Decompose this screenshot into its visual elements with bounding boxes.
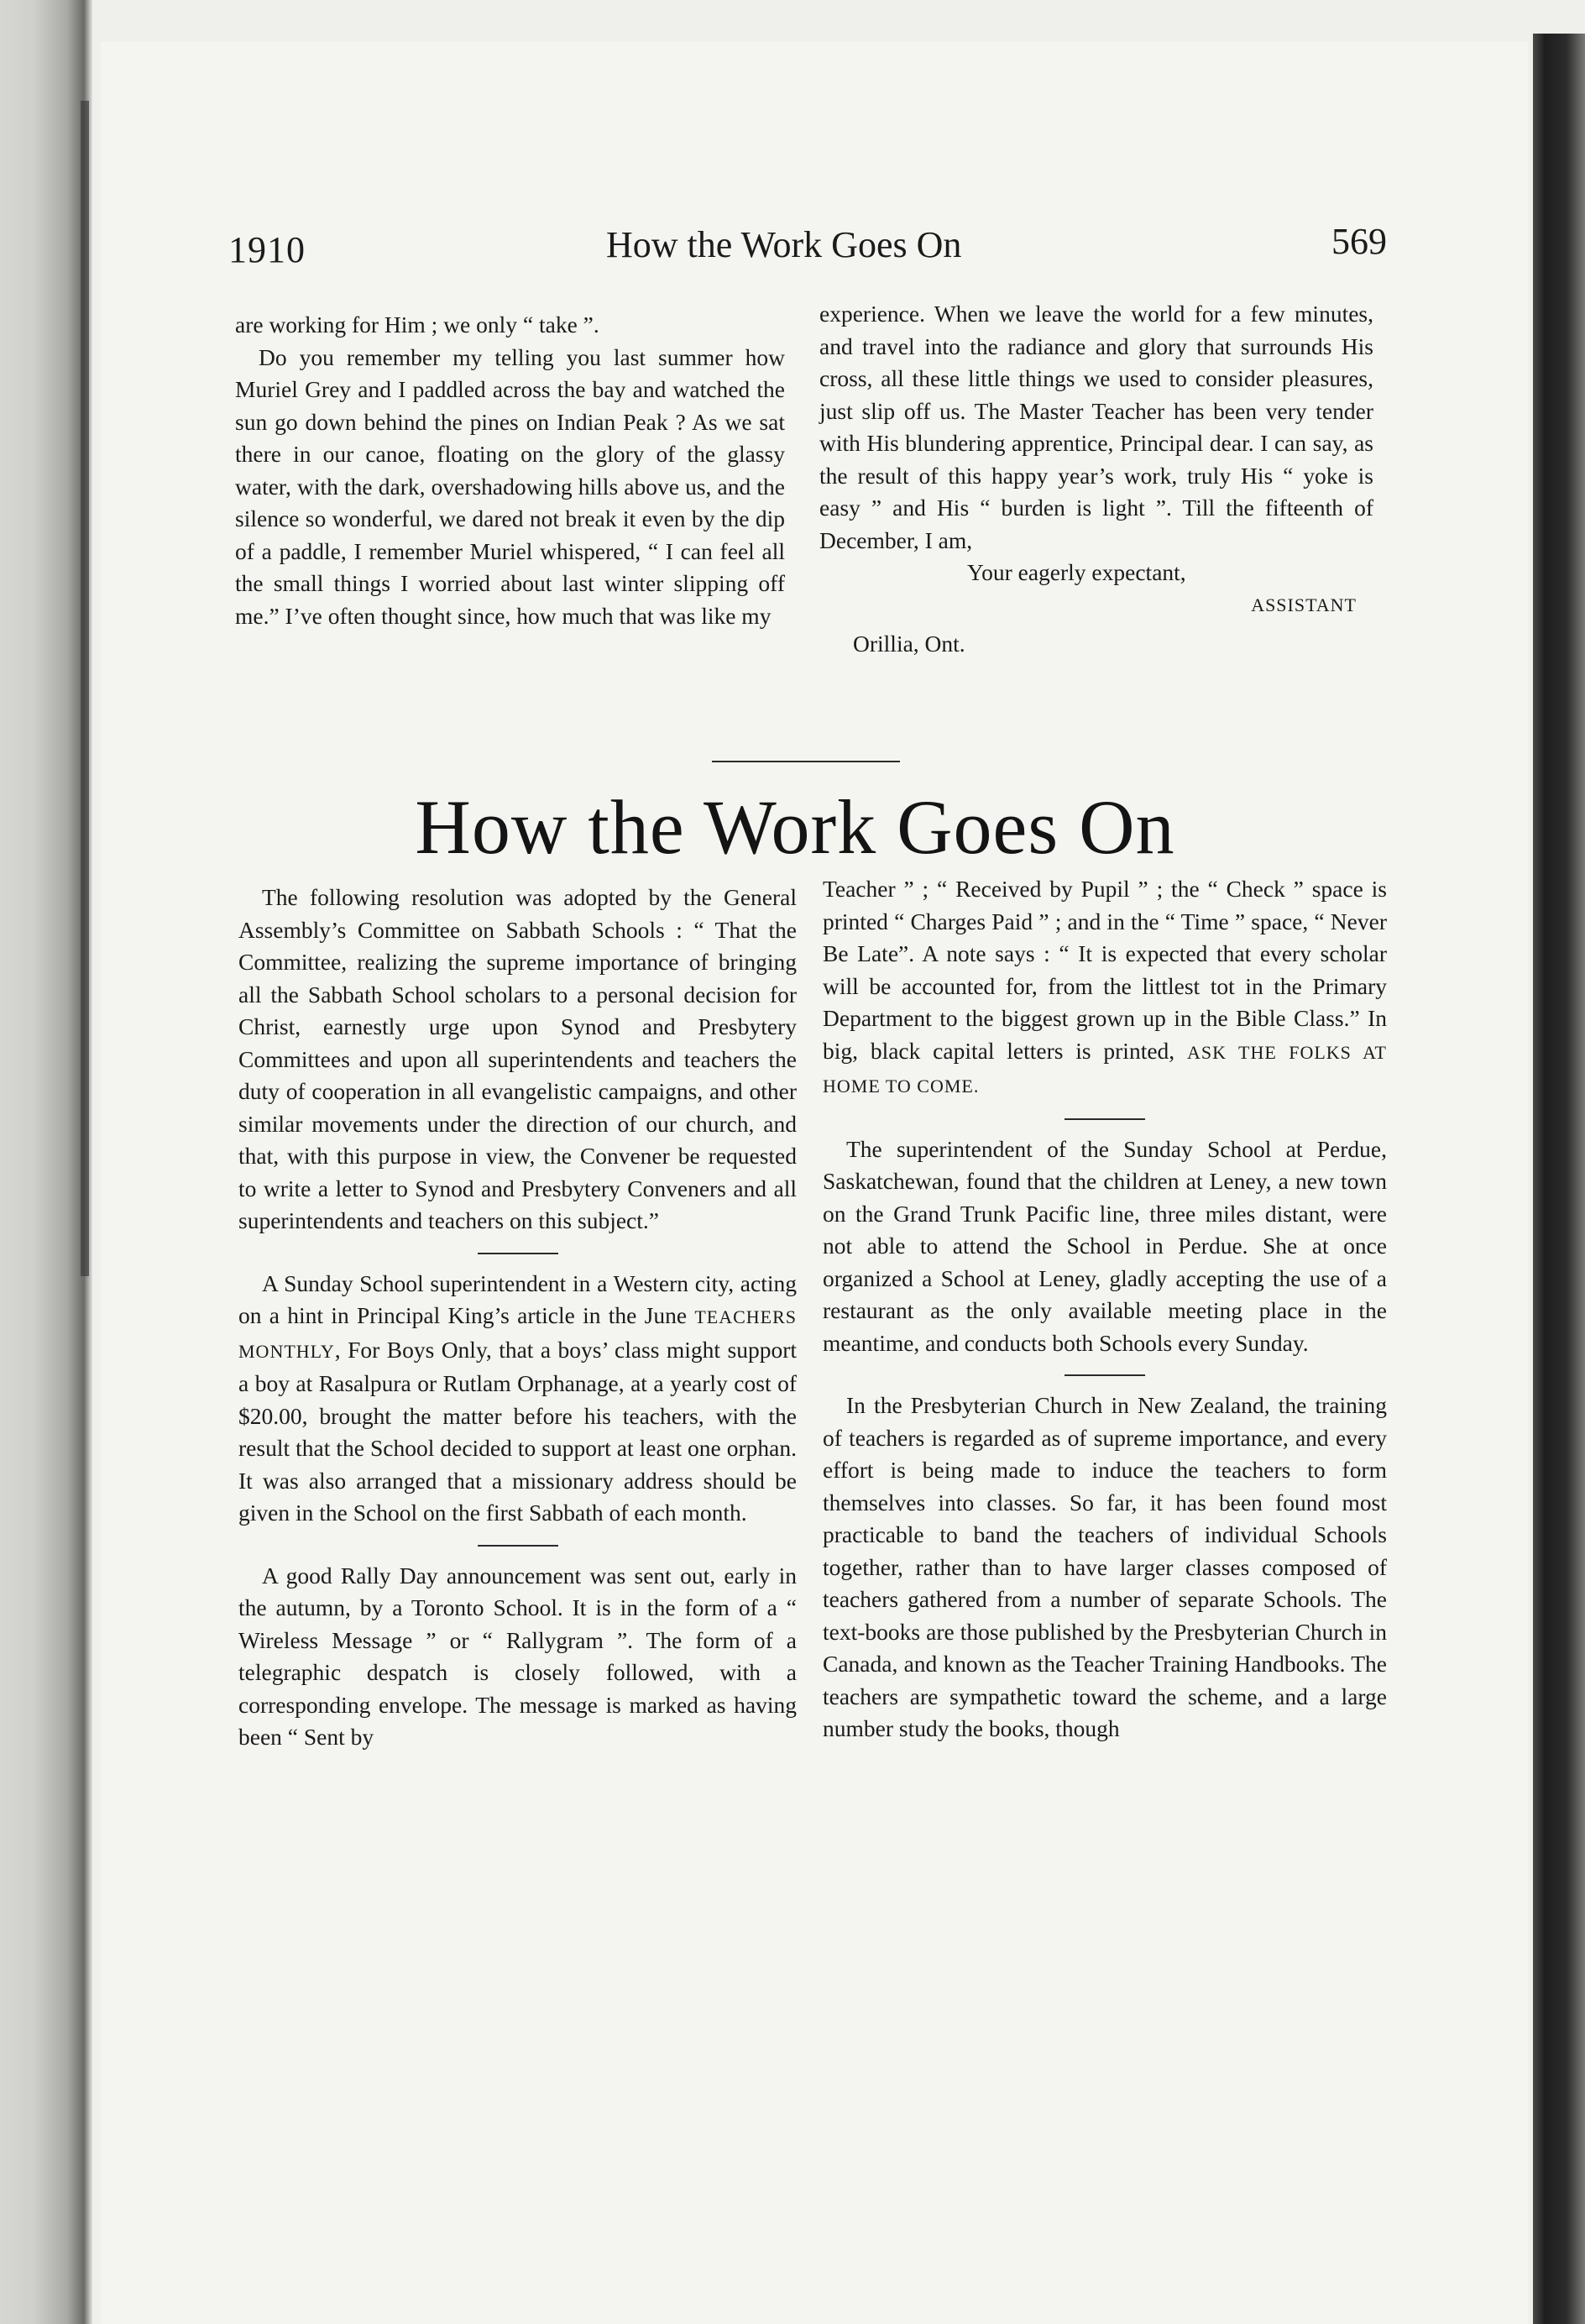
item-separator bbox=[478, 1253, 558, 1254]
book-binding-edge bbox=[1533, 34, 1585, 2324]
running-head-year: 1910 bbox=[228, 229, 306, 270]
small-caps-title: TEACHERS MONTHLY bbox=[238, 1306, 797, 1362]
letter-paragraph: Do you remember my telling you last summer how Muriel Grey and I paddled across the bay and watched the sun go down behind the pines on Indian Peak ? As we sat there in our canoe, floating on the glory of the glassy water, with the dark, overshadowing hills above us, and the silence so wonderful, we dared not break it even by the dip of a paddle, I remember Muriel whispered, “ I can feel all the small things I worried about last winter slipping off me.” I’ve often thought since, how much that was like my bbox=[235, 343, 785, 629]
article-right-column bbox=[823, 873, 1387, 1746]
article-left-column bbox=[238, 882, 797, 1754]
running-head-title: How the Work Goes On bbox=[606, 224, 962, 265]
letter-right-column bbox=[819, 298, 1373, 661]
news-item-rally-day-continued bbox=[823, 873, 1387, 1103]
scan-left-margin bbox=[0, 0, 92, 2324]
section-title: How the Work Goes On bbox=[415, 784, 1175, 870]
news-item-orphan-support bbox=[238, 1268, 797, 1530]
section-divider bbox=[712, 761, 900, 762]
text-run: A Sunday School superintendent in a Western city, acting on a hint in Principal King’s article in the June bbox=[238, 1269, 797, 1328]
news-item-new-zealand: In the Presbyterian Church in New Zealand, the training of teachers is regarded as of supreme importance, and every effort is being made to induce the teachers to form themselves into classes. So far, it has been found most practicable to band the teachers of individual Schools together, rather than to have larger classes composed of teachers gathered from a number of separate Schools. The text-books are those published by the Presbyterian Church in Canada, and known as the Teacher Training Handbooks. The teachers are sympathetic toward the scheme, and a large number study the books, though bbox=[823, 1392, 1387, 1741]
letter-paragraph: are working for Him ; we only “ take ”. bbox=[235, 311, 599, 338]
text-run: Teacher ” ; “ Received by Pupil ” ; the “ Check ” space is printed “ Charges Paid ” ; and in the “ Time ” space, “ Never Be Late”. A note says : “ It is expected that every scholar will be accounted for, from the littlest tot in the Primary Department to the biggest grown up in the Bible Class.” In big, black capital letters is printed, bbox=[823, 876, 1387, 1064]
letter-place: Orillia, Ont. bbox=[853, 631, 965, 657]
news-item-perdue: The superintendent of the Sunday School at Perdue, Saskatchewan, found that the children at Leney, a new town on the Grand Trunk Pacific line, three miles distant, were not able to attend the School in Perdue. She at once organized a School at Leney, gladly accepting the use of a restaurant as the only available meeting place in the meantime, and conducts both Schools every Sunday. bbox=[823, 1135, 1387, 1356]
item-separator bbox=[478, 1545, 558, 1547]
item-separator bbox=[1065, 1118, 1145, 1120]
letter-signature bbox=[819, 589, 1373, 622]
news-item-rally-day: A good Rally Day announcement was sent out, early in the autumn, by a Toronto School. It is in the form of a “ Wireless Message ” or “ Rallygram ”. The form of a telegraphic despatch is closely followed, with a corresponding envelope. The message is marked as having been “ Sent by bbox=[238, 1562, 797, 1750]
small-caps-slogan: ASK THE FOLKS AT HOME TO COME. bbox=[823, 1041, 1387, 1097]
signature-text: ASSISTANT bbox=[1251, 594, 1357, 615]
letter-paragraph: experience. When we leave the world for a few minutes, and travel into the radiance and glory that surrounds His cross, all these little things we used to consider pleasures, just slip off us. The Master Teacher has been very tender with His blundering apprentice, Principal dear. I can say, as the result of this happy year’s work, truly His “ yoke is easy ” and His “ burden is light ”. Till the fifteenth of December, I am, bbox=[819, 301, 1373, 553]
text-run: , For Boys Only, that a boys’ class might support a boy at Rasalpura or Rutlam Orphanage, at a yearly cost of $20.00, brought the matter before his teachers, with the result that the School decided to support at least one orphan. It was also arranged that a missionary address should be given in the School on the first Sabbath of each month. bbox=[238, 1336, 797, 1526]
letter-closing: Your eagerly expectant, bbox=[967, 559, 1186, 585]
letter-left-column bbox=[235, 309, 785, 632]
news-item-resolution: The following resolution was adopted by the General Assembly’s Committee on Sabbath Schools : “ That the Committee, realizing the supreme importance of bringing all the Sabbath School scholars to a personal decision for Christ, earnestly urge upon Synod and Presbytery Committees and upon all superintendents and teachers the duty of cooperation in all evangelistic campaigns, and other similar movements under the direction of our church, and that, with this purpose in view, the Convener be requested to write a letter to Synod and Presbytery Conveners and all superintendents and teachers on this subject.” bbox=[238, 884, 797, 1233]
item-separator bbox=[1065, 1374, 1145, 1376]
running-head bbox=[228, 220, 1387, 279]
page-number: 569 bbox=[1331, 221, 1387, 262]
previous-page-edge bbox=[81, 101, 89, 1276]
